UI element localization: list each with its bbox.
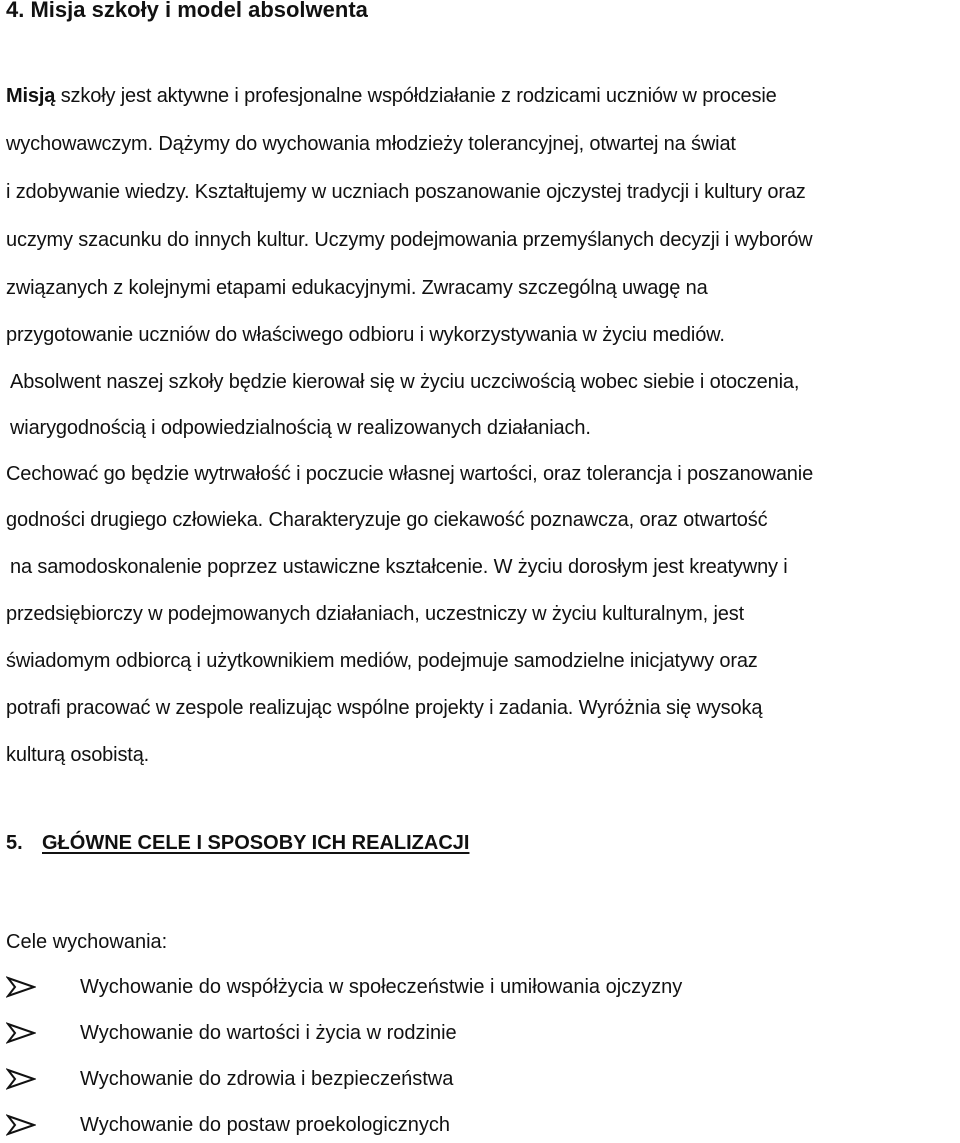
mission-line-5: związanych z kolejnymi etapami edukacyjnymi. Zwracamy szczególną uwagę na	[6, 277, 708, 299]
arrowhead-bullet-icon	[6, 1114, 36, 1136]
mission-lead-word: Misją	[6, 85, 56, 107]
goal-item	[6, 1110, 450, 1140]
graduate-line-4: godności drugiego człowieka. Charakteryzuje go ciekawość poznawcza, oraz otwartość	[6, 509, 768, 531]
goals-label: Cele wychowania:	[6, 931, 168, 953]
graduate-line-2: wiarygodnością i odpowiedzialnością w realizowanych działaniach.	[10, 417, 591, 439]
mission-line-1	[6, 82, 777, 110]
graduate-line-1: Absolwent naszej szkoły będzie kierował się w życiu uczciwością wobec siebie i otoczenia,	[10, 371, 800, 393]
section-5-title: GŁÓWNE CELE I SPOSOBY ICH REALIZACJI	[42, 832, 470, 854]
section-5-heading	[6, 832, 469, 855]
goal-item	[6, 1064, 453, 1094]
goal-item-text: Wychowanie do postaw proekologicznych	[80, 1114, 451, 1136]
goal-item-text: Wychowanie do zdrowia i bezpieczeństwa	[80, 1068, 454, 1090]
section-4-heading: 4. Misja szkoły i model absolwenta	[6, 0, 368, 22]
mission-line-3: i zdobywanie wiedzy. Kształtujemy w uczniach poszanowanie ojczystej tradycji i kultury oraz	[6, 181, 806, 203]
section-5-number: 5.	[6, 832, 23, 854]
mission-line-1-text: szkoły jest aktywne i profesjonalne współdziałanie z rodzicami uczniów w procesie	[55, 85, 777, 107]
goal-item	[6, 1018, 457, 1048]
arrowhead-bullet-icon	[6, 1068, 36, 1090]
graduate-line-3: Cechować go będzie wytrwałość i poczucie własnej wartości, oraz tolerancja i poszanowanie	[6, 463, 814, 485]
arrowhead-bullet-icon	[6, 1022, 36, 1044]
graduate-line-8: potrafi pracować w zespole realizując wspólne projekty i zadania. Wyróżnia się wysoką	[6, 697, 763, 719]
graduate-line-7: świadomym odbiorcą i użytkownikiem mediów, podejmuje samodzielne inicjatywy oraz	[6, 650, 758, 672]
arrowhead-bullet-icon	[6, 976, 36, 998]
goal-item-text: Wychowanie do wartości i życia w rodzinie	[80, 1022, 457, 1044]
mission-line-4: uczymy szacunku do innych kultur. Uczymy podejmowania przemyślanych decyzji i wyborów	[6, 229, 813, 251]
graduate-line-5: na samodoskonalenie poprzez ustawiczne kształcenie. W życiu dorosłym jest kreatywny i	[10, 556, 788, 578]
mission-line-2: wychowawczym. Dążymy do wychowania młodzieży tolerancyjnej, otwartej na świat	[6, 133, 736, 155]
goal-item-text: Wychowanie do współżycia w społeczeństwie i umiłowania ojczyzny	[80, 976, 683, 998]
graduate-line-9: kulturą osobistą.	[6, 744, 150, 766]
goal-item	[6, 972, 682, 1002]
mission-line-6: przygotowanie uczniów do właściwego odbioru i wykorzystywania w życiu mediów.	[6, 324, 725, 346]
graduate-line-6: przedsiębiorczy w podejmowanych działaniach, uczestniczy w życiu kulturalnym, jest	[6, 603, 745, 625]
